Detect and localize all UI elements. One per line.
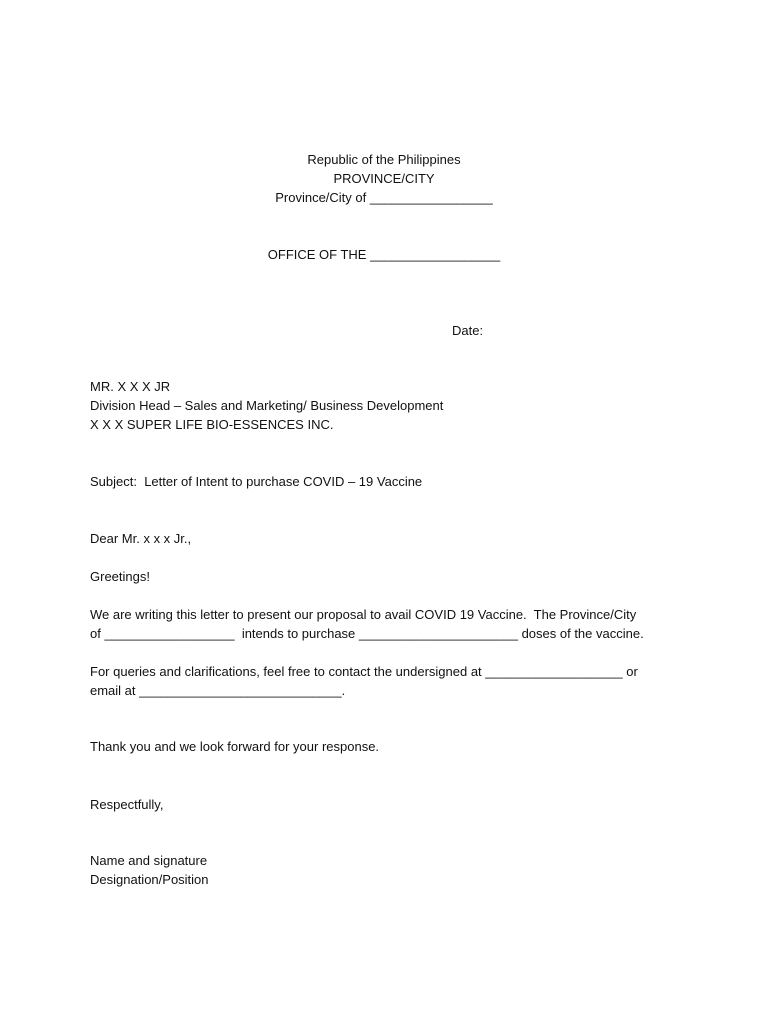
province-city-of-line: Province/City of _________________ [275, 190, 493, 205]
thank-you-line: Thank you and we look forward for your response. [90, 739, 380, 754]
proposal-paragraph-line-2: of __________________ intends to purchase ______________________ doses of the vaccine. [90, 626, 644, 641]
signatory-designation: Designation/Position [90, 872, 209, 887]
salutation: Dear Mr. x x x Jr., [90, 531, 192, 546]
subject-line: Subject: Letter of Intent to purchase COVID – 19 Vaccine [90, 474, 423, 489]
office-of-the-line: OFFICE OF THE __________________ [267, 247, 501, 262]
recipient-company: X X X SUPER LIFE BIO-ESSENCES INC. [90, 417, 334, 432]
contact-paragraph-line-1: For queries and clarifications, feel free to contact the undersigned at ___________________ or [90, 664, 638, 679]
greeting: Greetings! [90, 569, 150, 584]
recipient-name: MR. X X X JR [90, 379, 171, 394]
recipient-title: Division Head – Sales and Marketing/ Business Development [90, 398, 444, 413]
proposal-paragraph-line-1: We are writing this letter to present our proposal to avail COVID 19 Vaccine. The Province/City [90, 607, 637, 622]
contact-paragraph-line-2: email at ____________________________. [90, 683, 346, 698]
republic-heading: Republic of the Philippines [307, 152, 461, 167]
date-label: Date: [452, 323, 484, 338]
closing-respectfully: Respectfully, [90, 797, 164, 812]
province-city-heading: PROVINCE/CITY [333, 171, 435, 186]
signatory-name-signature: Name and signature [90, 853, 208, 868]
